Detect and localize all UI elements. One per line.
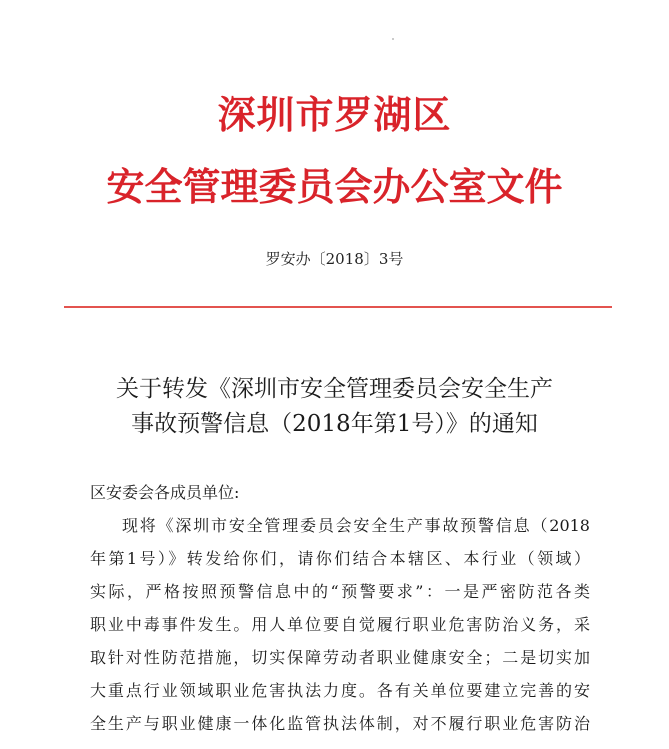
body-text-line: 实际，严格按照预警信息中的“预警要求”：一是严密防范各类 [90, 582, 590, 601]
issuer-heading-line-2: 安全管理委员会办公室文件 [106, 164, 563, 209]
scan-speck [392, 38, 394, 40]
document-number: 罗安办〔2018〕3号 [265, 250, 404, 268]
body-text-line: 全生产与职业健康一体化监管执法体制，对不履行职业危害防治 [90, 714, 590, 733]
notice-title-line-1: 关于转发《深圳市安全管理委员会安全生产 [116, 376, 553, 402]
addressee: 区安委会各成员单位: [90, 483, 240, 502]
issuer-heading-line-1: 深圳市罗湖区 [217, 92, 452, 137]
body-text-line: 职业中毒事件发生。用人单位要自觉履行职业危害防治义务，采 [90, 615, 590, 634]
body-text-line: 取针对性防范措施，切实保障劳动者职业健康安全；二是切实加 [90, 648, 590, 667]
body-text-line: 现将《深圳市安全管理委员会安全生产事故预警信息（2018 [122, 516, 590, 535]
body-text-line: 大重点行业领域职业危害执法力度。各有关单位要建立完善的安 [90, 681, 590, 700]
body-text-line: 年第1号）》转发给你们，请你们结合本辖区、本行业（领域） [90, 549, 590, 568]
red-divider [64, 306, 612, 308]
notice-title-line-2: 事故预警信息（2018年第1号）》的通知 [131, 411, 538, 437]
